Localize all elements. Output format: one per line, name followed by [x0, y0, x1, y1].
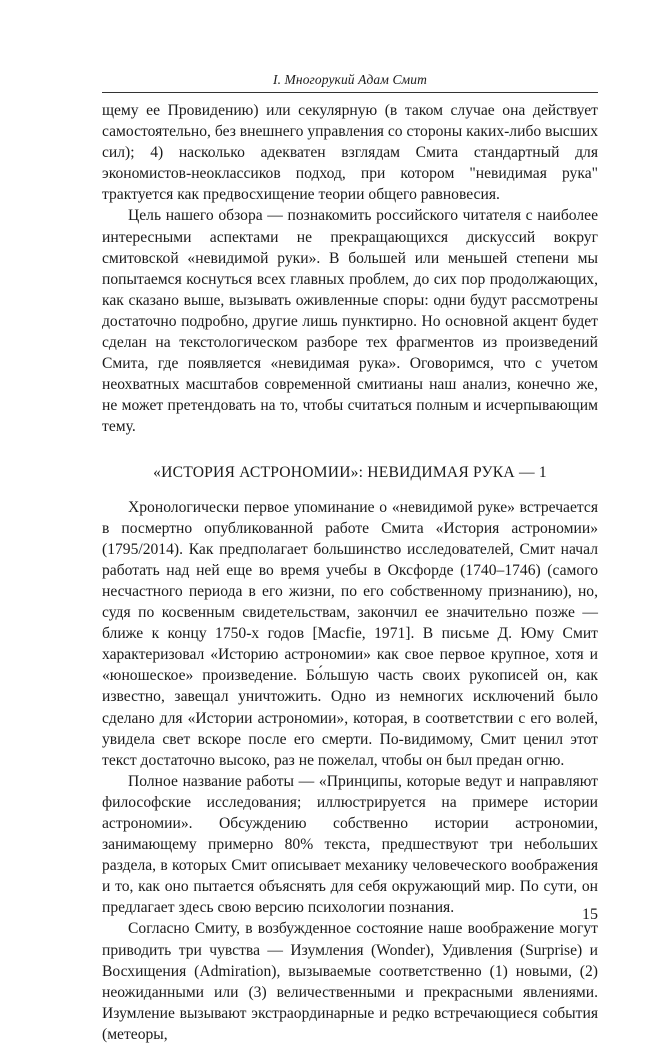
- page-number: 15: [582, 906, 598, 923]
- section-heading: «ИСТОРИЯ АСТРОНОМИИ»: НЕВИДИМАЯ РУКА — 1: [153, 463, 547, 481]
- paragraph: Хронологически первое упоминание о «невидимой руке» встречается в посмертно опубликованной работе Смита «История астрономии» (1795/2014). Как предполагает большинство исследователей, Смит начал работать над ней еще во время учебы в Оксфорде (1740–1746) (самого несчастного периода в его жизни, по его собственному признанию), но, судя по косвенным свидетельствам, закончил ее значительно позже — ближе к концу 1750-х годов [Macfie, 1971]. В письме Д. Юму Смит характеризовал «Историю астрономии» как свое первое крупное, хотя и «юношеское» произведение. Бо́льшую часть своих рукописей он, как известно, завещал уничтожить. Одно из немногих исключений было сделано для «Истории астрономии», которая, в соответствии с его волей, увидела свет вскоре после его смерти. По-видимому, Смит ценил этот текст достаточно высоко, раз не пожелал, чтобы он был предан огню.: [102, 498, 598, 769]
- paragraph-continued: щему ее Провидению) или секулярную (в таком случае она действует самостоятельно, без внешнего управления со стороны каких-либо высших сил); 4) насколько адекватен взглядам Смита стандартный для экономистов-неоклассиков подход, при котором "невидимая рука" трактуется как предвосхищение теории общего равновесия.: [102, 102, 598, 204]
- page-body: [102, 100, 598, 1045]
- paragraph: Цель нашего обзора — познакомить российского читателя с наиболее интересными аспектами не прекращающихся дискуссий вокруг смитовской «невидимой руки». В большей или меньшей степени мы попытаемся коснуться всех главных проблем, до сих пор продолжающих, как сказано выше, вызывать оживленные споры: одни будут рассмотрены достаточно подробно, другие лишь пунктирно. Но основной акцент будет сделан на текстологическом разборе тех фрагментов из произведений Смита, где появляется «невидимая рука». Оговоримся, что с учетом неохватных масштабов современной смитианы наш анализ, конечно же, не может претендовать на то, чтобы считаться полным и исчерпывающим тему.: [102, 207, 598, 436]
- header-rule: [102, 92, 598, 93]
- paragraph: Согласно Смиту, в возбужденное состояние наше воображение могут приводить три чувства — Изумления (Wonder), Удивления (Surprise) и Восхищения (Admiration), вызываемые соответственно (1) новыми, (2) неожиданными или (3) величественными и прекрасными явлениями. Изумление вызывают экстраординарные и редко встречающиеся события (метеоры,: [102, 920, 598, 1043]
- running-header: I. Многорукий Адам Смит: [273, 72, 427, 87]
- paragraph: Полное название работы — «Принципы, которые ведут и направляют философские исследования; иллюстрируется на примере истории астрономии». Обсуждению собственно истории астрономии, занимающему примерно 80% текста, предшествуют три небольших раздела, в которых Смит описывает механику человеческого воображения и то, как оно пытается объяснять для себя окружающий мир. По сути, он предлагает здесь свою версию психологии познания.: [102, 772, 598, 917]
